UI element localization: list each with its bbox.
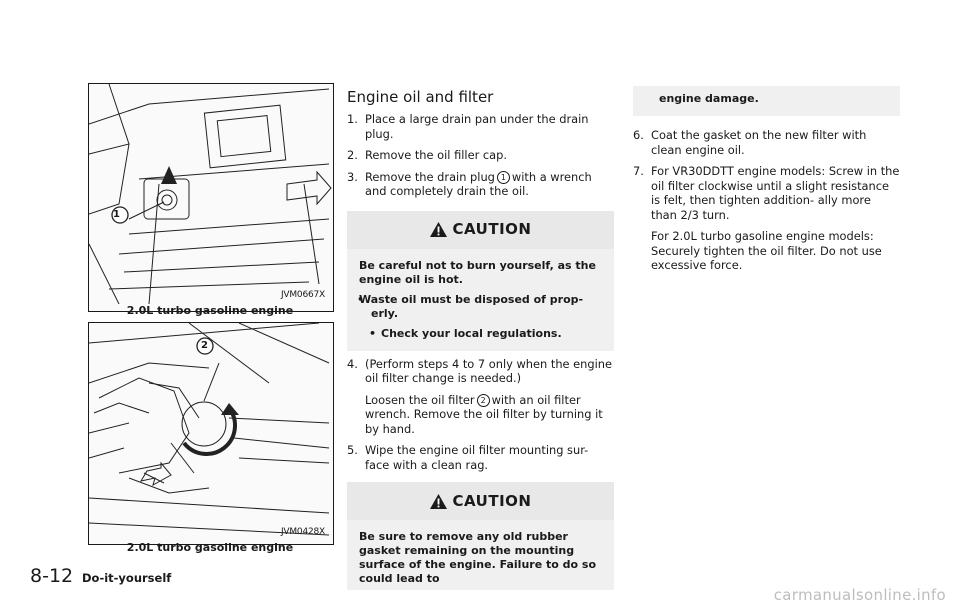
oil-filter-illustration <box>89 323 333 544</box>
step-5 <box>347 443 614 472</box>
step-text: Place a large drain pan under the drain plug. <box>365 112 589 141</box>
caution-bullet: • Waste oil must be disposed of prop- erly. <box>359 293 602 321</box>
step-number: 5. <box>347 443 358 457</box>
step-text: For VR30DDTT engine models: Screw in the oil filter clockwise until a slight resistance is felt, then tighten addition- ally more than 2/3 turn. <box>651 164 900 222</box>
caution-box-2 <box>347 482 614 590</box>
step-7 <box>633 164 900 222</box>
step-text: (Perform steps 4 to 7 only when the engine oil filter change is needed.) <box>365 356 613 385</box>
figure-code: JVM0428X <box>280 527 325 537</box>
figure-caption: 2.0L turbo gasoline engine <box>126 304 294 317</box>
callout-2-icon: 2 <box>477 394 490 407</box>
warning-triangle-icon <box>430 494 447 509</box>
step-number: 1. <box>347 112 358 126</box>
step-text: Loosen the oil filter <box>365 392 475 407</box>
step-4-detail <box>347 393 614 437</box>
callout-1-label: 1 <box>113 209 120 220</box>
caution-text: Be sure to remove any old rubber gasket remaining on the mounting surface of the engine. Failure to do so could lead to <box>359 530 596 585</box>
step-number: 3. <box>347 169 358 184</box>
page-number: 8-12 <box>30 565 74 587</box>
step-3 <box>347 170 614 199</box>
section-title: Engine oil and filter <box>347 88 494 106</box>
callout-1-icon: 1 <box>497 171 510 184</box>
step-number: 7. <box>633 164 644 178</box>
caution-body <box>347 249 614 351</box>
instructions-column-1 <box>347 112 614 590</box>
step-text: Coat the gasket on the new filter with clean engine oil. <box>651 128 867 157</box>
caution-continued: engine damage. <box>633 86 900 116</box>
step-1 <box>347 112 614 141</box>
caution-header <box>347 482 614 520</box>
step-text: Remove the drain plug <box>365 169 495 184</box>
step-number: 6. <box>633 128 644 142</box>
section-label: Do-it-yourself <box>82 571 172 585</box>
caution-bullet: • Check your local regulations. <box>359 327 602 341</box>
step-text: Wipe the engine oil filter mounting sur- face with a clean rag. <box>365 443 589 472</box>
step-text: with a wrench and completely drain the oil. <box>365 169 592 198</box>
figure-oil-filter <box>88 322 334 545</box>
instructions-column-2 <box>633 86 900 280</box>
watermark: carmanualsonline.info <box>773 586 946 604</box>
caution-box-1 <box>347 211 614 351</box>
step-7-detail: For 2.0L turbo gasoline engine models: Securely tighten the oil filter. Do not use excessive force. <box>651 229 882 272</box>
step-number: 4. <box>347 356 358 371</box>
caution-label: CAUTION <box>452 491 532 510</box>
caution-label: CAUTION <box>452 220 532 239</box>
drain-plug-illustration <box>89 84 333 311</box>
caution-body <box>347 520 614 590</box>
step-6 <box>633 128 900 157</box>
caution-text: Be careful not to burn yourself, as the engine oil is hot. <box>359 258 596 286</box>
figure-code: JVM0667X <box>280 290 325 300</box>
figure-drain-plug <box>88 83 334 312</box>
caution-header <box>347 211 614 249</box>
step-text: with an oil filter wrench. Remove the oil filter by turning it by hand. <box>365 392 603 436</box>
step-2 <box>347 148 614 163</box>
figure-caption: 2.0L turbo gasoline engine <box>126 541 294 554</box>
step-4 <box>347 357 614 386</box>
step-text: Remove the oil filler cap. <box>365 148 507 162</box>
warning-triangle-icon <box>430 222 447 237</box>
step-number: 2. <box>347 148 358 162</box>
callout-2-label: 2 <box>201 340 208 351</box>
